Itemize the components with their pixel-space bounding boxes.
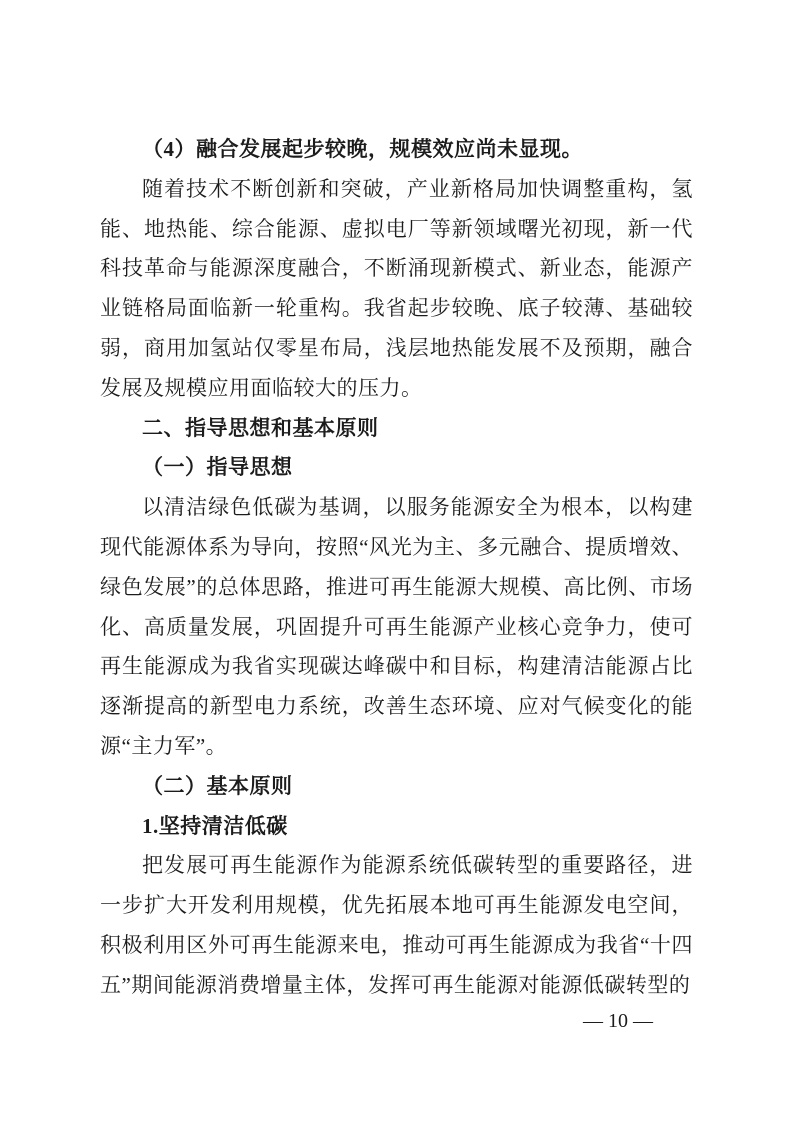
- paragraph-guiding-thought: 以清洁绿色低碳为基调，以服务能源安全为根本，以构建现代能源体系为导向，按照“风光为主、多元融合、提质增效、绿色发展”的总体思路，推进可再生能源大规模、高比例、市场化、高质量发展，巩固提升可再生能源产业核心竞争力，使可再生能源成为我省实现碳达峰碳中和目标，构建清洁能源占比逐渐提高的新型电力系统，改善生态环境、应对气候变化的能源“主力军”。: [100, 495, 693, 758]
- subsection-heading-guiding-thought: （一）指导思想: [142, 455, 293, 480]
- document-body: [100, 130, 693, 1006]
- subsection-heading-basic-principles: （二）基本原则: [142, 773, 293, 798]
- paragraph-fusion-development-detail: 随着技术不断创新和突破，产业新格局加快调整重构，氢能、地热能、综合能源、虚拟电厂等新领域曙光初现，新一代科技革命与能源深度融合，不断涌现新模式、新业态，能源产业链格局面临新一轮重构。我省起步较晚、底子较薄、基础较弱，商用加氢站仅零星布局，浅层地热能发展不及预期，融合发展及规模应用面临较大的压力。: [100, 176, 693, 400]
- item-heading-adhere-clean-low-carbon: 1.坚持清洁低碳: [142, 813, 288, 838]
- section-heading-guiding-thought-and-principles: 二、指导思想和基本原则: [142, 416, 379, 440]
- heading-fusion-development-lag: （4）融合发展起步较晚，规模效应尚未显现。: [142, 137, 583, 161]
- paragraph-clean-low-carbon: 把发展可再生能源作为能源系统低碳转型的重要路径，进一步扩大开发利用规模，优先拓展本地可再生能源发电空间，积极利用区外可再生能源来电，推动可再生能源成为我省“十四五”期间能源消费增量主体，发挥可再生能源对能源低碳转型的: [100, 853, 693, 997]
- page-number: — 10 —: [583, 1010, 653, 1032]
